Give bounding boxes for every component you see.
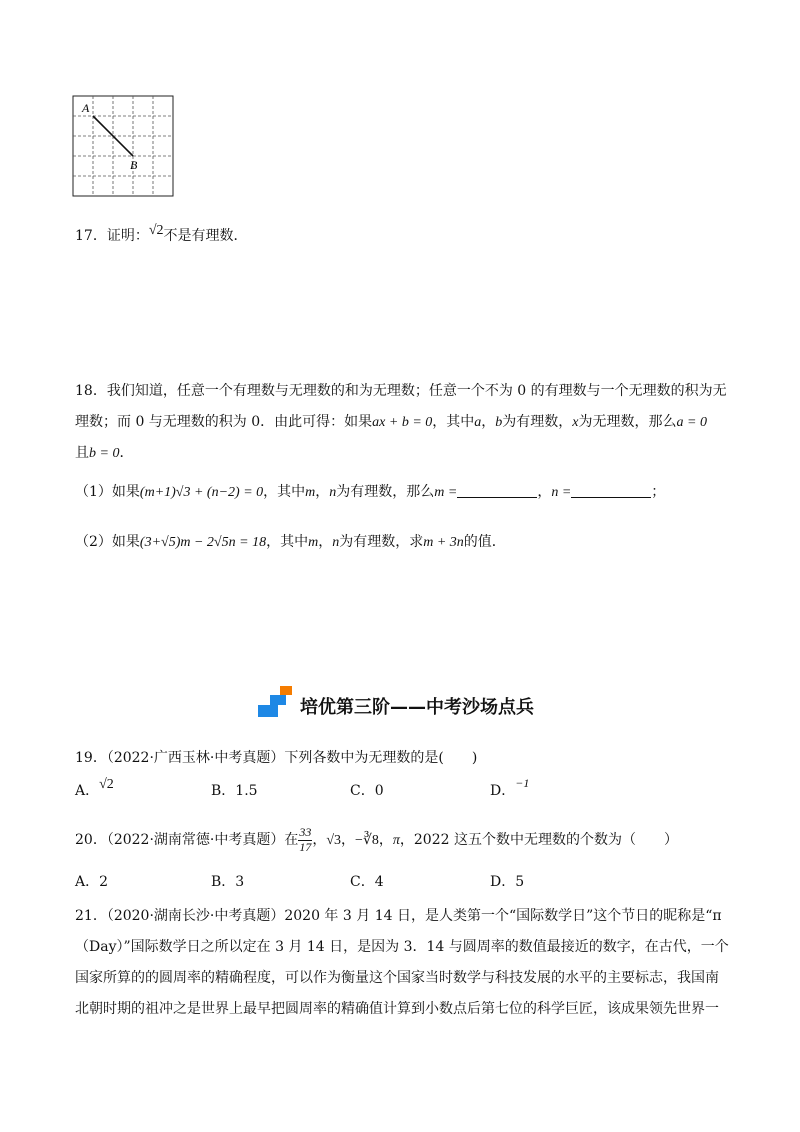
q18-p2-equation: (3+√5)m − 2√5n = 18 [139, 535, 267, 550]
q18-text-1: 我们知道，任意一个有理数与无理数的和为无理数；任意一个不为 0 的有理数与一个无理数的积为无 [106, 383, 727, 399]
question-17 [75, 225, 248, 245]
q17-tail: 不是有理数． [163, 228, 248, 244]
q20-option-c[interactable]: C．4 [350, 874, 384, 890]
q19-option-c[interactable]: C．0 [350, 783, 384, 799]
answer-blank-m[interactable] [457, 483, 537, 498]
q19-option-b[interactable]: B．1.5 [211, 783, 258, 799]
q19-source: （2022·广西玉林·中考真题） [106, 750, 285, 766]
staircase-icon [258, 686, 298, 720]
q18-part-1: （1）如果(m+1)√3 + (n−2) = 0，其中m，n为有理数，那么m = ，n = ； [75, 484, 666, 500]
q19-option-d[interactable]: D．−1 [490, 776, 530, 799]
point-a-label: A [82, 101, 90, 115]
q18-condition: ax + b = 0 [372, 415, 433, 430]
grid-figure [72, 95, 176, 197]
section-title: 培优第三阶——中考沙场点兵 [300, 697, 534, 718]
q17-number: 17． [75, 228, 107, 244]
point-b-label: B [130, 158, 138, 172]
q19-stem: 下列各数中为无理数的是( ) [284, 750, 478, 766]
q18-line1 [75, 380, 727, 400]
q17-lead: 证明： [106, 228, 149, 244]
q18-line3: 且b = 0． [75, 445, 134, 461]
fraction-33-17: $\frac{33}{17}$ [299, 824, 312, 854]
q21-line3: 国家所算的的圆周率的精确程度，可以作为衡量这个国家当时数学与科技发展的水平的主要标志，我国南 [75, 970, 719, 986]
q20-option-a[interactable]: A．2 [75, 874, 109, 890]
answer-blank-n[interactable] [571, 483, 651, 498]
q18-p1-equation: (m+1)√3 + (n−2) = 0 [139, 485, 264, 500]
q20-source: （2022·湖南常德·中考真题） [106, 832, 285, 848]
q20-option-b[interactable]: B．3 [211, 874, 245, 890]
question-20: 20．（2022·湖南常德·中考真题）在 $\frac{33}{17}$ ，√3，−∛8，π，2022 这五个数中无理数的个数为（ ） [75, 824, 678, 854]
q21-line4: 北朝时期的祖冲之是世界上最早把圆周率的精确值计算到小数点后第七位的科学巨匠，该成果领先世界一 [75, 1001, 719, 1017]
q20-option-d[interactable]: D．5 [490, 874, 525, 890]
q18-number: 18． [75, 383, 107, 399]
q21-line2: （Day）”国际数学日之所以定在 3 月 14 日，是因为 3．14 与圆周率的数值最接近的数字，在古代，一个 [75, 939, 729, 955]
q18-line2: 理数；而 0 与无理数的积为 0．由此可得：如果ax + b = 0，其中a，b为有理数，x为无理数，那么a = 0 [75, 414, 707, 430]
q21-line1: 21．（2020·湖南长沙·中考真题）2020 年 3 月 14 日，是人类第一个“国际数学日”这个节日的昵称是“π [75, 908, 722, 924]
q18-part-2: （2）如果(3+√5)m − 2√5n = 18，其中m，n为有理数，求m + 3n的值． [75, 534, 506, 550]
q17-expr: √2 [148, 223, 164, 238]
question-19: 19．（2022·广西玉林·中考真题）下列各数中为无理数的是( ) [75, 750, 478, 766]
q19-option-a[interactable]: A．√2 [75, 777, 114, 799]
